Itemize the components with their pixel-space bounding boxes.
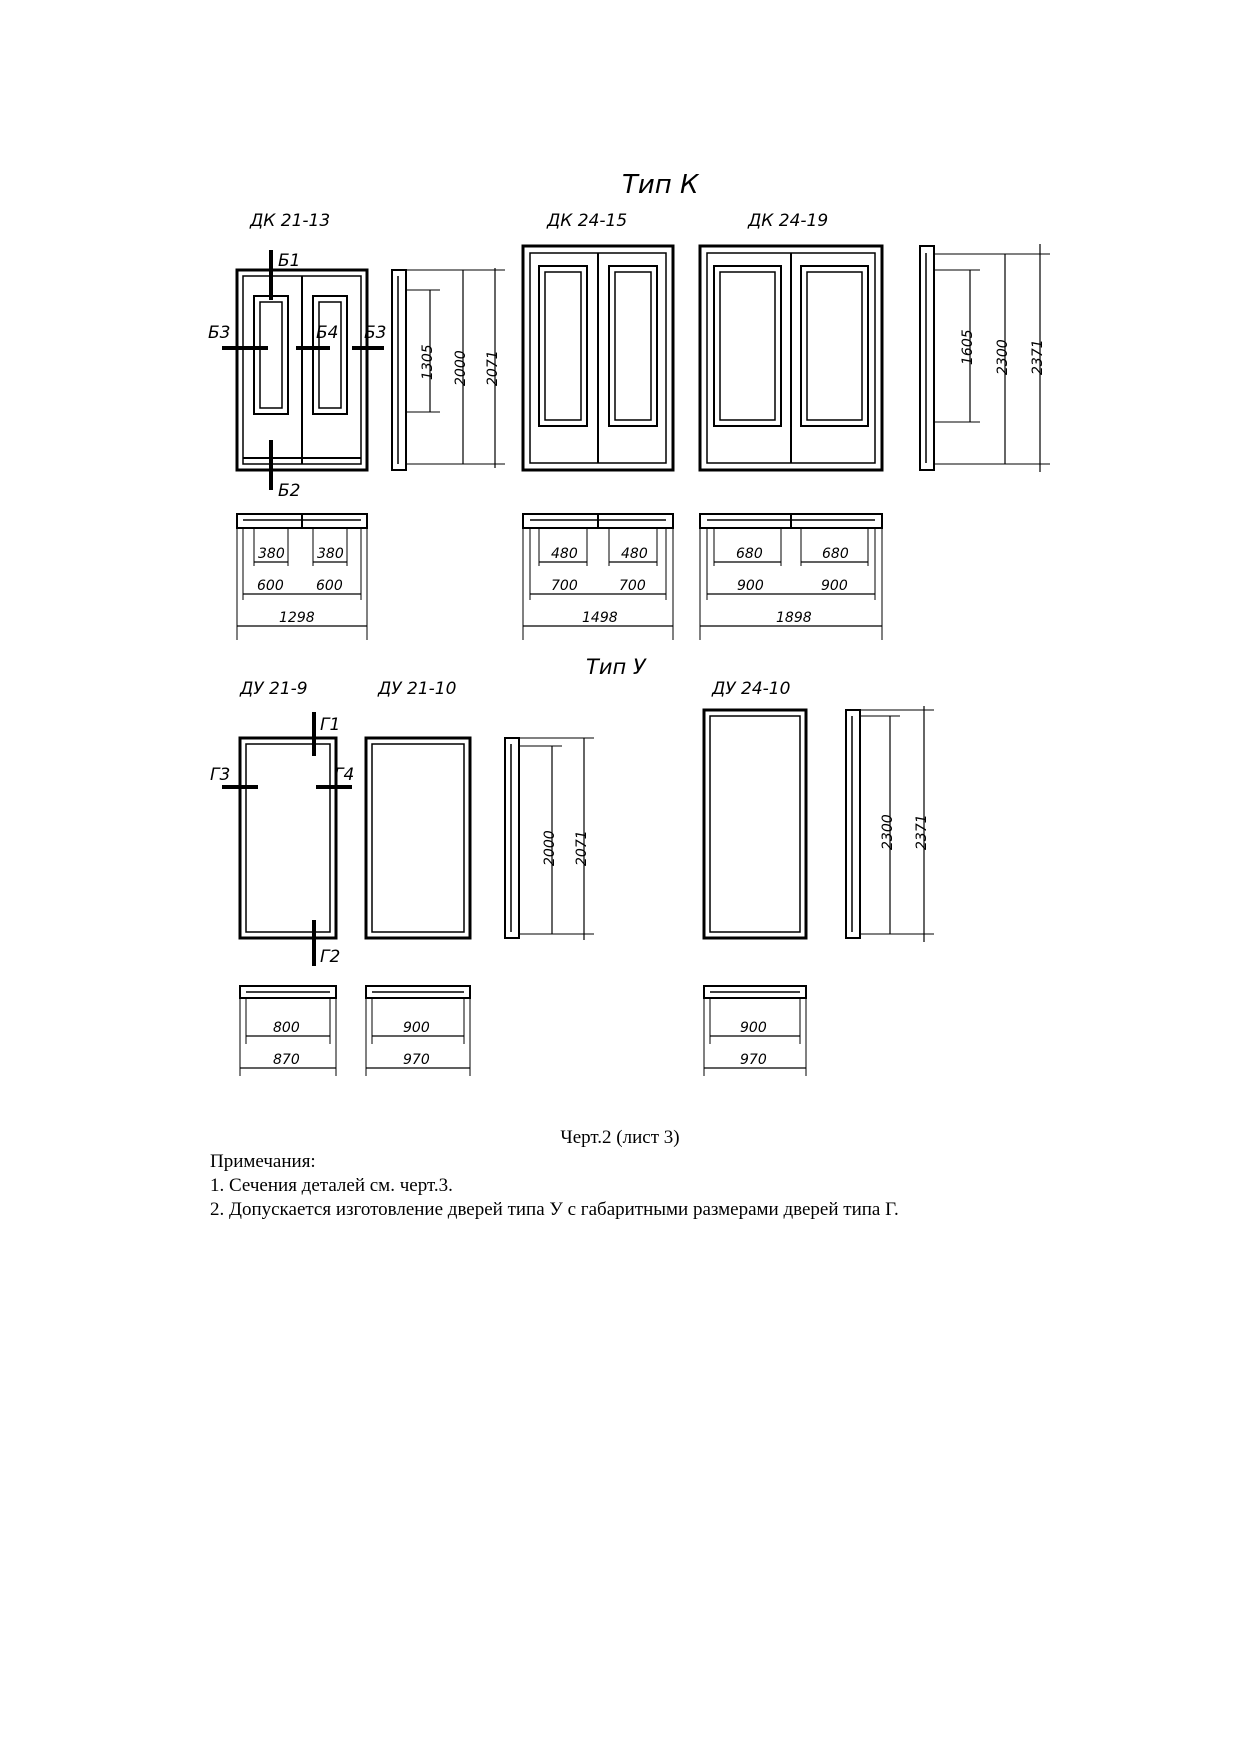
dim-label: 970 <box>403 1052 430 1068</box>
type-k-title: Тип К <box>622 170 699 200</box>
door-dk-21-13 <box>208 211 505 640</box>
door-mark: ДК 21-13 <box>250 211 331 231</box>
dim-label: 600 <box>257 578 284 594</box>
dim-label: 900 <box>737 578 764 594</box>
dim-label: 900 <box>403 1020 430 1036</box>
door-du-24-10 <box>704 679 934 1076</box>
dim-label: 1298 <box>279 610 315 626</box>
dim-label: 2300 <box>880 814 896 850</box>
dim-label: 1898 <box>776 610 812 626</box>
dim-label: 1305 <box>420 344 436 380</box>
cut-label: Б3 <box>364 323 387 343</box>
dim-label: 2371 <box>1030 339 1046 375</box>
door-du-21-10 <box>366 679 594 1076</box>
cut-label: Г3 <box>210 765 231 785</box>
dim-label: 2000 <box>453 350 469 386</box>
door-mark: ДУ 24-10 <box>712 679 791 699</box>
figure-caption: Черт.2 (лист 3) <box>560 1127 680 1148</box>
dim-label: 2071 <box>574 830 590 866</box>
dim-label: 1605 <box>960 329 976 365</box>
cut-label: Г2 <box>320 947 341 967</box>
dim-label: 970 <box>740 1052 767 1068</box>
note-item: 1. Сечения деталей см. черт.3. <box>210 1175 453 1196</box>
cut-label: Г4 <box>334 765 355 785</box>
door-mark: ДК 24-19 <box>748 211 829 231</box>
door-mark: ДУ 21-9 <box>240 679 308 699</box>
cut-label: Б2 <box>278 481 301 501</box>
dim-label: 2300 <box>995 339 1011 375</box>
cut-label: Б4 <box>316 323 339 343</box>
dim-label: 700 <box>551 578 578 594</box>
notes-block <box>210 1150 899 1222</box>
dim-label: 480 <box>621 546 648 562</box>
note-item: 2. Допускается изготовление дверей типа У с габаритными размерами дверей типа Г. <box>210 1199 899 1220</box>
cut-label: Б3 <box>208 323 231 343</box>
door-dk-24-15 <box>523 211 673 640</box>
type-u-title: Тип У <box>586 655 646 679</box>
dim-label: 900 <box>740 1020 767 1036</box>
dim-label: 900 <box>821 578 848 594</box>
dim-label: 680 <box>736 546 763 562</box>
dim-label: 700 <box>619 578 646 594</box>
dim-label: 1498 <box>582 610 618 626</box>
notes-heading: Примечания: <box>210 1151 316 1172</box>
cut-label: Г1 <box>320 715 341 735</box>
door-dk-24-19 <box>700 211 1050 640</box>
dim-label: 2071 <box>485 350 501 386</box>
dim-label: 2000 <box>542 830 558 866</box>
dim-label: 680 <box>822 546 849 562</box>
dim-label: 380 <box>258 546 285 562</box>
dim-label: 480 <box>551 546 578 562</box>
dim-label: 800 <box>273 1020 300 1036</box>
dim-label: 2371 <box>914 814 930 850</box>
dim-label: 870 <box>273 1052 300 1068</box>
door-du-21-9 <box>210 679 354 1076</box>
dim-label: 600 <box>316 578 343 594</box>
door-mark: ДК 24-15 <box>547 211 628 231</box>
cut-label: Б1 <box>278 251 301 271</box>
dim-label: 380 <box>317 546 344 562</box>
door-mark: ДУ 21-10 <box>378 679 457 699</box>
